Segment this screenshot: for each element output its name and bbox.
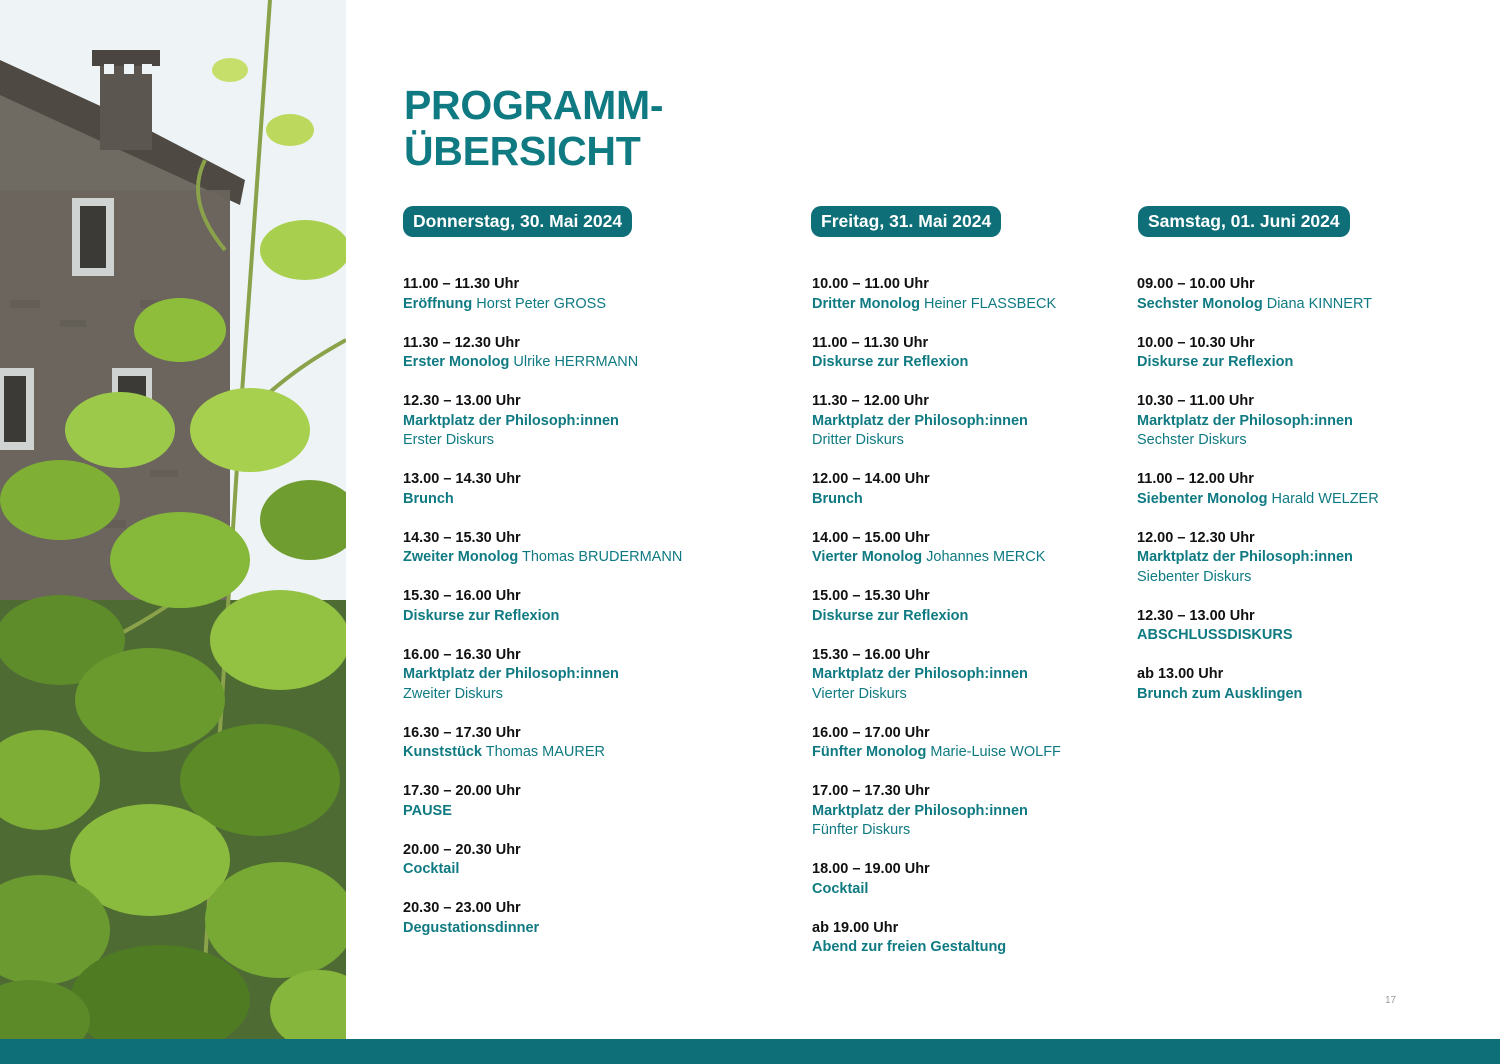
- page-number: 17: [1385, 995, 1397, 1006]
- entry-time: 16.00 – 17.00 Uhr: [812, 724, 930, 741]
- entry-subtitle: Dritter Diskurs: [812, 432, 904, 448]
- entry-line: [403, 919, 733, 939]
- vineyard-house-photo: [0, 0, 346, 1040]
- entry-title: Diskurse zur Reflexion: [812, 607, 969, 624]
- schedule-column-thursday: [403, 275, 733, 958]
- entry-title: Marktplatz der Philosoph:innen: [812, 666, 1028, 682]
- entry-line: [1137, 490, 1467, 510]
- entry-title: Diskurse zur Reflexion: [403, 607, 560, 624]
- schedule-entry: [403, 782, 733, 821]
- entry-time: ab 19.00 Uhr: [812, 919, 899, 936]
- schedule-entry: [812, 392, 1142, 451]
- schedule-entry: [812, 919, 1142, 958]
- entry-title: Brunch: [812, 490, 863, 507]
- entry-title: Erster Monolog: [403, 354, 510, 370]
- schedule-column-friday: [812, 275, 1142, 977]
- entry-line: [1137, 548, 1467, 568]
- entry-line: [812, 665, 1142, 685]
- entry-line: [1137, 353, 1467, 373]
- entry-line: [403, 802, 733, 822]
- entry-title: Marktplatz der Philosoph:innen: [1137, 412, 1353, 429]
- schedule-entry: [403, 529, 733, 568]
- schedule-entry: [812, 646, 1142, 705]
- entry-line: [1137, 626, 1467, 646]
- entry-title: Sechster Monolog: [1137, 295, 1263, 312]
- schedule-entry: [812, 334, 1142, 373]
- entry-title: Cocktail: [403, 861, 460, 877]
- entry-time: 12.30 – 13.00 Uhr: [403, 393, 521, 409]
- entry-title: Brunch: [403, 490, 454, 507]
- entry-time: 15.30 – 16.00 Uhr: [403, 588, 521, 604]
- day-badge-saturday: Samstag, 01. Juni 2024: [1138, 206, 1350, 237]
- entry-speaker: Ulrike HERRMANN: [513, 354, 639, 370]
- schedule-column-saturday: [1137, 275, 1467, 724]
- schedule-entry: [403, 646, 733, 705]
- entry-time: 17.30 – 20.00 Uhr: [403, 783, 521, 799]
- entry-line: [403, 743, 733, 763]
- schedule-entry: [403, 275, 733, 314]
- entry-title: ABSCHLUSSDISKURS: [1137, 627, 1293, 643]
- schedule-entry: [1137, 470, 1467, 509]
- schedule-entry: [812, 470, 1142, 509]
- schedule-entry: [403, 334, 733, 373]
- entry-title: Siebenter Monolog: [1137, 490, 1268, 507]
- entry-time: 20.00 – 20.30 Uhr: [403, 841, 521, 858]
- entry-time: 14.30 – 15.30 Uhr: [403, 529, 521, 546]
- schedule-entry: [812, 275, 1142, 314]
- entry-time: 10.30 – 11.00 Uhr: [1137, 393, 1254, 409]
- schedule-entry: [403, 587, 733, 626]
- entry-time: 16.00 – 16.30 Uhr: [403, 646, 521, 663]
- entry-title: Degustationsdinner: [403, 919, 540, 936]
- title-line-2: ÜBERSICHT: [404, 128, 641, 174]
- entry-title: Abend zur freien Gestaltung: [812, 939, 1007, 955]
- entry-line: [812, 295, 1142, 315]
- entry-line: [812, 607, 1142, 627]
- entry-speaker: Johannes MERCK: [926, 549, 1046, 565]
- entry-speaker: Heiner FLASSBECK: [923, 295, 1057, 312]
- entry-time: 15.30 – 16.00 Uhr: [812, 646, 930, 663]
- entry-line: [403, 353, 733, 373]
- entry-subtitle: Fünfter Diskurs: [812, 822, 911, 838]
- entry-title: Fünfter Monolog: [812, 744, 927, 760]
- entry-line: [403, 412, 733, 432]
- entry-line: [1137, 295, 1467, 315]
- schedule-entry: [1137, 665, 1467, 704]
- entry-line: [812, 412, 1142, 432]
- title-line-1: PROGRAMM-: [404, 82, 664, 128]
- entry-speaker: Thomas MAURER: [485, 744, 605, 760]
- entry-title: Diskurse zur Reflexion: [812, 354, 969, 370]
- entry-title: Marktplatz der Philosoph:innen: [812, 802, 1028, 819]
- entry-subtitle: Sechster Diskurs: [1137, 432, 1247, 448]
- entry-line: [812, 743, 1142, 763]
- entry-line: [403, 490, 733, 510]
- entry-title: PAUSE: [403, 802, 452, 819]
- entry-time: 18.00 – 19.00 Uhr: [812, 861, 930, 877]
- entry-line: [403, 860, 733, 880]
- entry-time: 15.00 – 15.30 Uhr: [812, 588, 930, 604]
- entry-time: 12.00 – 14.00 Uhr: [812, 471, 930, 487]
- entry-line: [403, 295, 733, 315]
- entry-time: 11.00 – 11.30 Uhr: [812, 334, 929, 351]
- entry-time: 20.30 – 23.00 Uhr: [403, 900, 521, 916]
- entry-speaker: Diana KINNERT: [1266, 295, 1373, 312]
- entry-subtitle: Zweiter Diskurs: [403, 685, 503, 702]
- entry-title: Kunststück: [403, 744, 482, 760]
- entry-time: 11.00 – 11.30 Uhr: [403, 276, 520, 292]
- entry-line: [403, 607, 733, 627]
- entry-line: [812, 353, 1142, 373]
- schedule-entry: [812, 529, 1142, 568]
- entry-time: 10.00 – 11.00 Uhr: [812, 276, 929, 292]
- day-badge-friday: Freitag, 31. Mai 2024: [811, 206, 1001, 237]
- day-badge-thursday: Donnerstag, 30. Mai 2024: [403, 206, 632, 237]
- entry-time: 09.00 – 10.00 Uhr: [1137, 276, 1255, 292]
- entry-title: Marktplatz der Philosoph:innen: [403, 666, 619, 682]
- entry-time: 14.00 – 15.00 Uhr: [812, 529, 930, 546]
- schedule-entry: [403, 392, 733, 451]
- entry-speaker: Marie-Luise WOLFF: [930, 744, 1061, 760]
- entry-time: 12.30 – 13.00 Uhr: [1137, 607, 1255, 624]
- entry-line: [403, 665, 733, 685]
- entry-line: [403, 548, 733, 568]
- entry-line: [812, 880, 1142, 900]
- schedule-entry: [812, 587, 1142, 626]
- entry-title: Dritter Monolog: [812, 295, 920, 312]
- entry-speaker: Horst Peter GROSS: [476, 295, 607, 312]
- schedule-entry: [1137, 529, 1467, 588]
- entry-speaker: Thomas BRUDERMANN: [521, 549, 683, 565]
- footer-bar: [0, 1039, 1500, 1064]
- schedule-entry: [403, 724, 733, 763]
- entry-line: [812, 548, 1142, 568]
- entry-title: Eröffnung: [403, 295, 473, 312]
- entry-title: Diskurse zur Reflexion: [1137, 354, 1294, 370]
- entry-time: 16.30 – 17.30 Uhr: [403, 724, 521, 741]
- entry-line: [812, 490, 1142, 510]
- entry-line: [1137, 412, 1467, 432]
- entry-title: Vierter Monolog: [812, 549, 923, 565]
- entry-title: Marktplatz der Philosoph:innen: [1137, 549, 1353, 565]
- entry-time: 10.00 – 10.30 Uhr: [1137, 334, 1255, 351]
- schedule-entry: [403, 899, 733, 938]
- entry-subtitle: Erster Diskurs: [403, 432, 495, 448]
- entry-time: 17.00 – 17.30 Uhr: [812, 783, 930, 799]
- entry-title: Brunch zum Ausklingen: [1137, 685, 1303, 702]
- entry-subtitle: Vierter Diskurs: [812, 685, 907, 702]
- entry-line: [812, 802, 1142, 822]
- schedule-entry: [812, 724, 1142, 763]
- schedule-entry: [812, 860, 1142, 899]
- entry-time: 11.30 – 12.30 Uhr: [403, 334, 520, 351]
- entry-time: 11.00 – 12.00 Uhr: [1137, 471, 1254, 487]
- entry-time: ab 13.00 Uhr: [1137, 666, 1224, 682]
- schedule-entry: [1137, 392, 1467, 451]
- schedule-entry: [812, 782, 1142, 841]
- entry-time: 12.00 – 12.30 Uhr: [1137, 529, 1255, 546]
- entry-title: Cocktail: [812, 880, 869, 897]
- schedule-entry: [403, 841, 733, 880]
- entry-time: 11.30 – 12.00 Uhr: [812, 393, 929, 409]
- entry-title: Marktplatz der Philosoph:innen: [812, 412, 1028, 429]
- entry-subtitle: Siebenter Diskurs: [1137, 568, 1252, 585]
- entry-line: [812, 938, 1142, 958]
- schedule-entry: [1137, 607, 1467, 646]
- entry-line: [1137, 685, 1467, 705]
- schedule-entry: [403, 470, 733, 509]
- schedule-entry: [1137, 334, 1467, 373]
- entry-title: Zweiter Monolog: [403, 549, 519, 565]
- entry-title: Marktplatz der Philosoph:innen: [403, 412, 619, 429]
- entry-time: 13.00 – 14.30 Uhr: [403, 471, 521, 487]
- entry-speaker: Harald WELZER: [1271, 490, 1379, 507]
- schedule-entry: [1137, 275, 1467, 314]
- page-title: [404, 82, 663, 174]
